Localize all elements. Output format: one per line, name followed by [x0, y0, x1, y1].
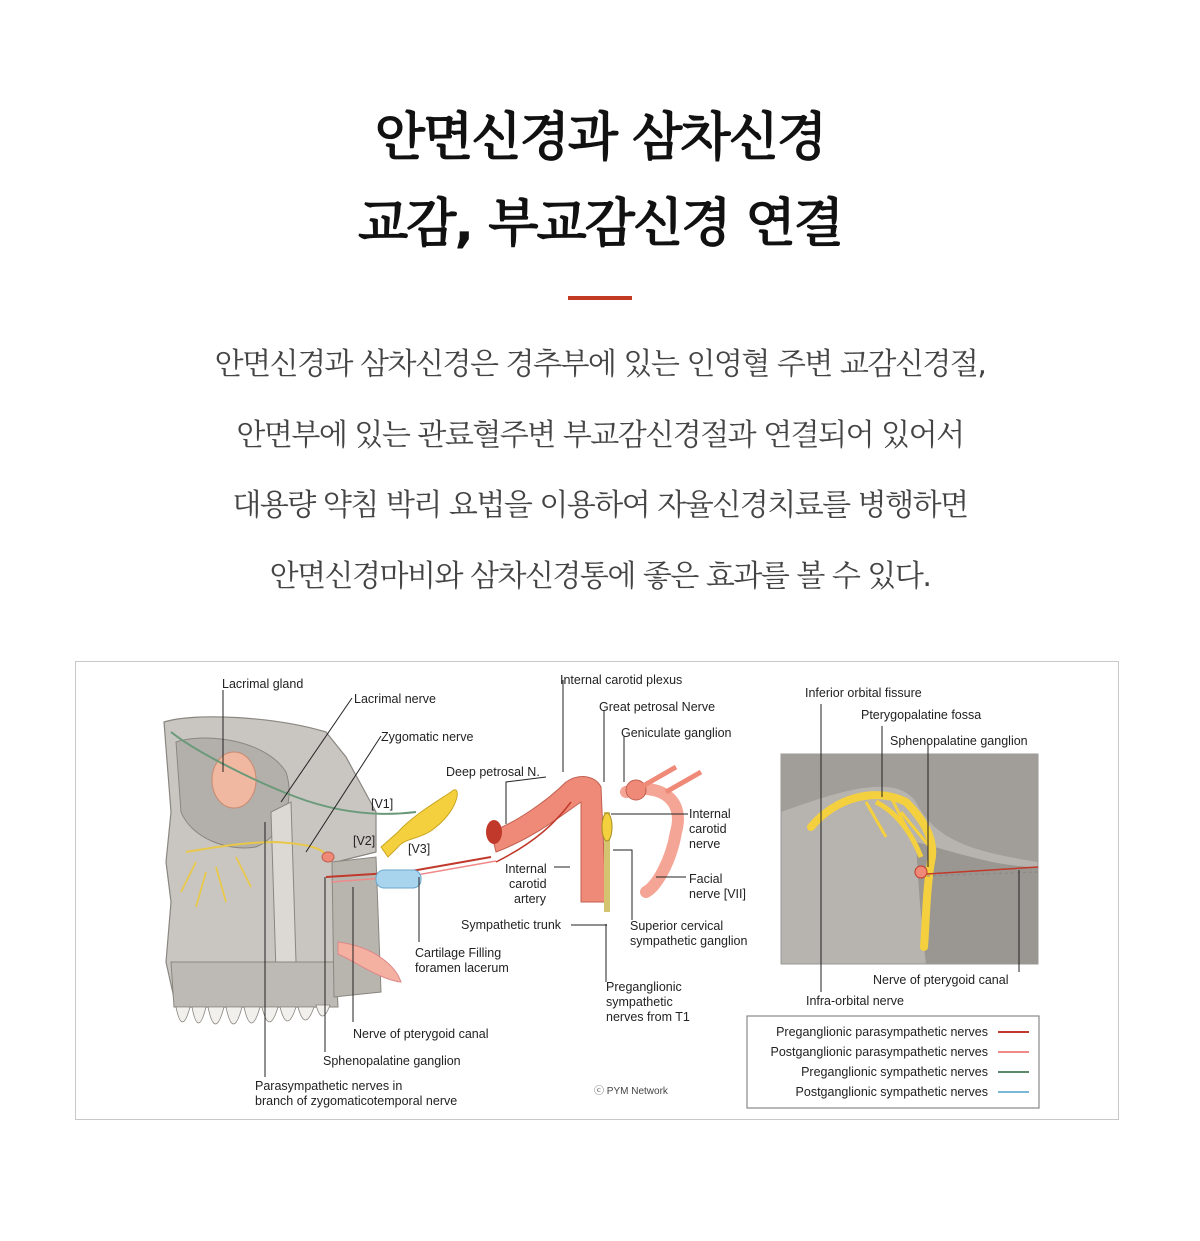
label-sympathetic-trunk: Sympathetic trunk	[461, 918, 562, 932]
anatomy-figure	[75, 661, 1119, 1120]
label-nerve-pterygoid-canal: Nerve of pterygoid canal	[353, 1027, 489, 1041]
label-lacrimal-gland: Lacrimal gland	[222, 677, 304, 691]
label-inset-infraorbital: Infra-orbital nerve	[806, 994, 904, 1008]
label-internal-carotid-nerve-2: carotid	[689, 822, 727, 836]
label-internal-carotid-plexus: Internal carotid plexus	[560, 673, 683, 687]
label-cartilage-1: Cartilage Filling	[415, 946, 502, 960]
label-parasympathetic-zygo-2: branch of zygomaticotemporal nerve	[255, 1094, 458, 1108]
label-sphenopalatine-ganglion: Sphenopalatine ganglion	[323, 1054, 461, 1068]
title-divider	[568, 296, 632, 300]
label-cartilage-2: foramen lacerum	[415, 961, 509, 975]
body-text-line-3: 대용량 약침 박리 요법을 이용하여 자율신경치료를 병행하면	[232, 488, 968, 523]
label-great-petrosal: Great petrosal Nerve	[599, 700, 716, 714]
label-inset-inferior-orbital: Inferior orbital fissure	[805, 686, 922, 700]
copyright-text: ⓒ PYM Network	[594, 1086, 668, 1097]
legend-label-0: Preganglionic parasympathetic nerves	[776, 1025, 988, 1039]
body-text-line-1: 안면신경과 삼차신경은 경추부에 있는 인영혈 주변 교감신경절,	[214, 347, 986, 382]
label-internal-carotid-nerve-3: nerve	[689, 837, 721, 851]
label-v1: [V1]	[371, 797, 394, 811]
label-deep-petrosal: Deep petrosal N.	[446, 765, 540, 779]
label-facial-nerve-1: Facial	[689, 872, 723, 886]
page-title-line-1: 안면신경과 삼차신경	[374, 108, 826, 168]
label-internal-carotid-nerve-1: Internal	[689, 807, 731, 821]
nerve-diagram	[76, 662, 1118, 1119]
legend-label-2: Preganglionic sympathetic nerves	[801, 1065, 988, 1079]
label-internal-carotid-artery-2: carotid	[509, 877, 547, 891]
legend-label-1: Postganglionic parasympathetic nerves	[770, 1045, 988, 1059]
skull-illustration	[164, 717, 381, 1024]
label-preganglionic-symp-1: Preganglionic	[606, 980, 682, 994]
label-geniculate-ganglion: Geniculate ganglion	[621, 726, 732, 740]
legend	[747, 1016, 1039, 1108]
label-zygomatic-nerve: Zygomatic nerve	[381, 730, 474, 744]
lacrimal-gland-shape	[212, 752, 256, 808]
superior-cervical-ganglion-shape	[602, 813, 612, 841]
legend-label-3: Postganglionic sympathetic nerves	[795, 1085, 988, 1099]
label-v3: [V3]	[408, 842, 431, 856]
label-inset-pterygopalatine: Pterygopalatine fossa	[861, 708, 982, 722]
page-title-line-2: 교감, 부교감신경 연결	[357, 194, 843, 254]
label-v2: [V2]	[353, 834, 376, 848]
sphenopalatine-ganglion-shape	[322, 852, 334, 862]
label-lacrimal-nerve: Lacrimal nerve	[354, 692, 436, 706]
label-preganglionic-symp-3: nerves from T1	[606, 1010, 690, 1024]
label-superior-cervical-1: Superior cervical	[630, 919, 724, 933]
body-text-line-2: 안면부에 있는 관료혈주변 부교감신경절과 연결되어 있어서	[236, 418, 964, 453]
artery-lumen-shape	[486, 820, 502, 844]
label-internal-carotid-artery-3: artery	[514, 892, 546, 906]
label-parasympathetic-zygo-1: Parasympathetic nerves in	[255, 1079, 403, 1093]
label-superior-cervical-2: sympathetic ganglion	[630, 934, 748, 948]
label-internal-carotid-artery-1: Internal	[505, 862, 547, 876]
label-facial-nerve-2: nerve [VII]	[689, 887, 746, 901]
label-inset-nerve-pterygoid: Nerve of pterygoid canal	[873, 973, 1009, 987]
cartilage-shape	[376, 870, 421, 888]
label-inset-sphenopalatine: Sphenopalatine ganglion	[890, 734, 1028, 748]
body-text-line-4: 안면신경마비와 삼차신경통에 좋은 효과를 볼 수 있다.	[269, 559, 931, 594]
label-preganglionic-symp-2: sympathetic	[606, 995, 673, 1009]
inset-illustration	[781, 754, 1038, 964]
